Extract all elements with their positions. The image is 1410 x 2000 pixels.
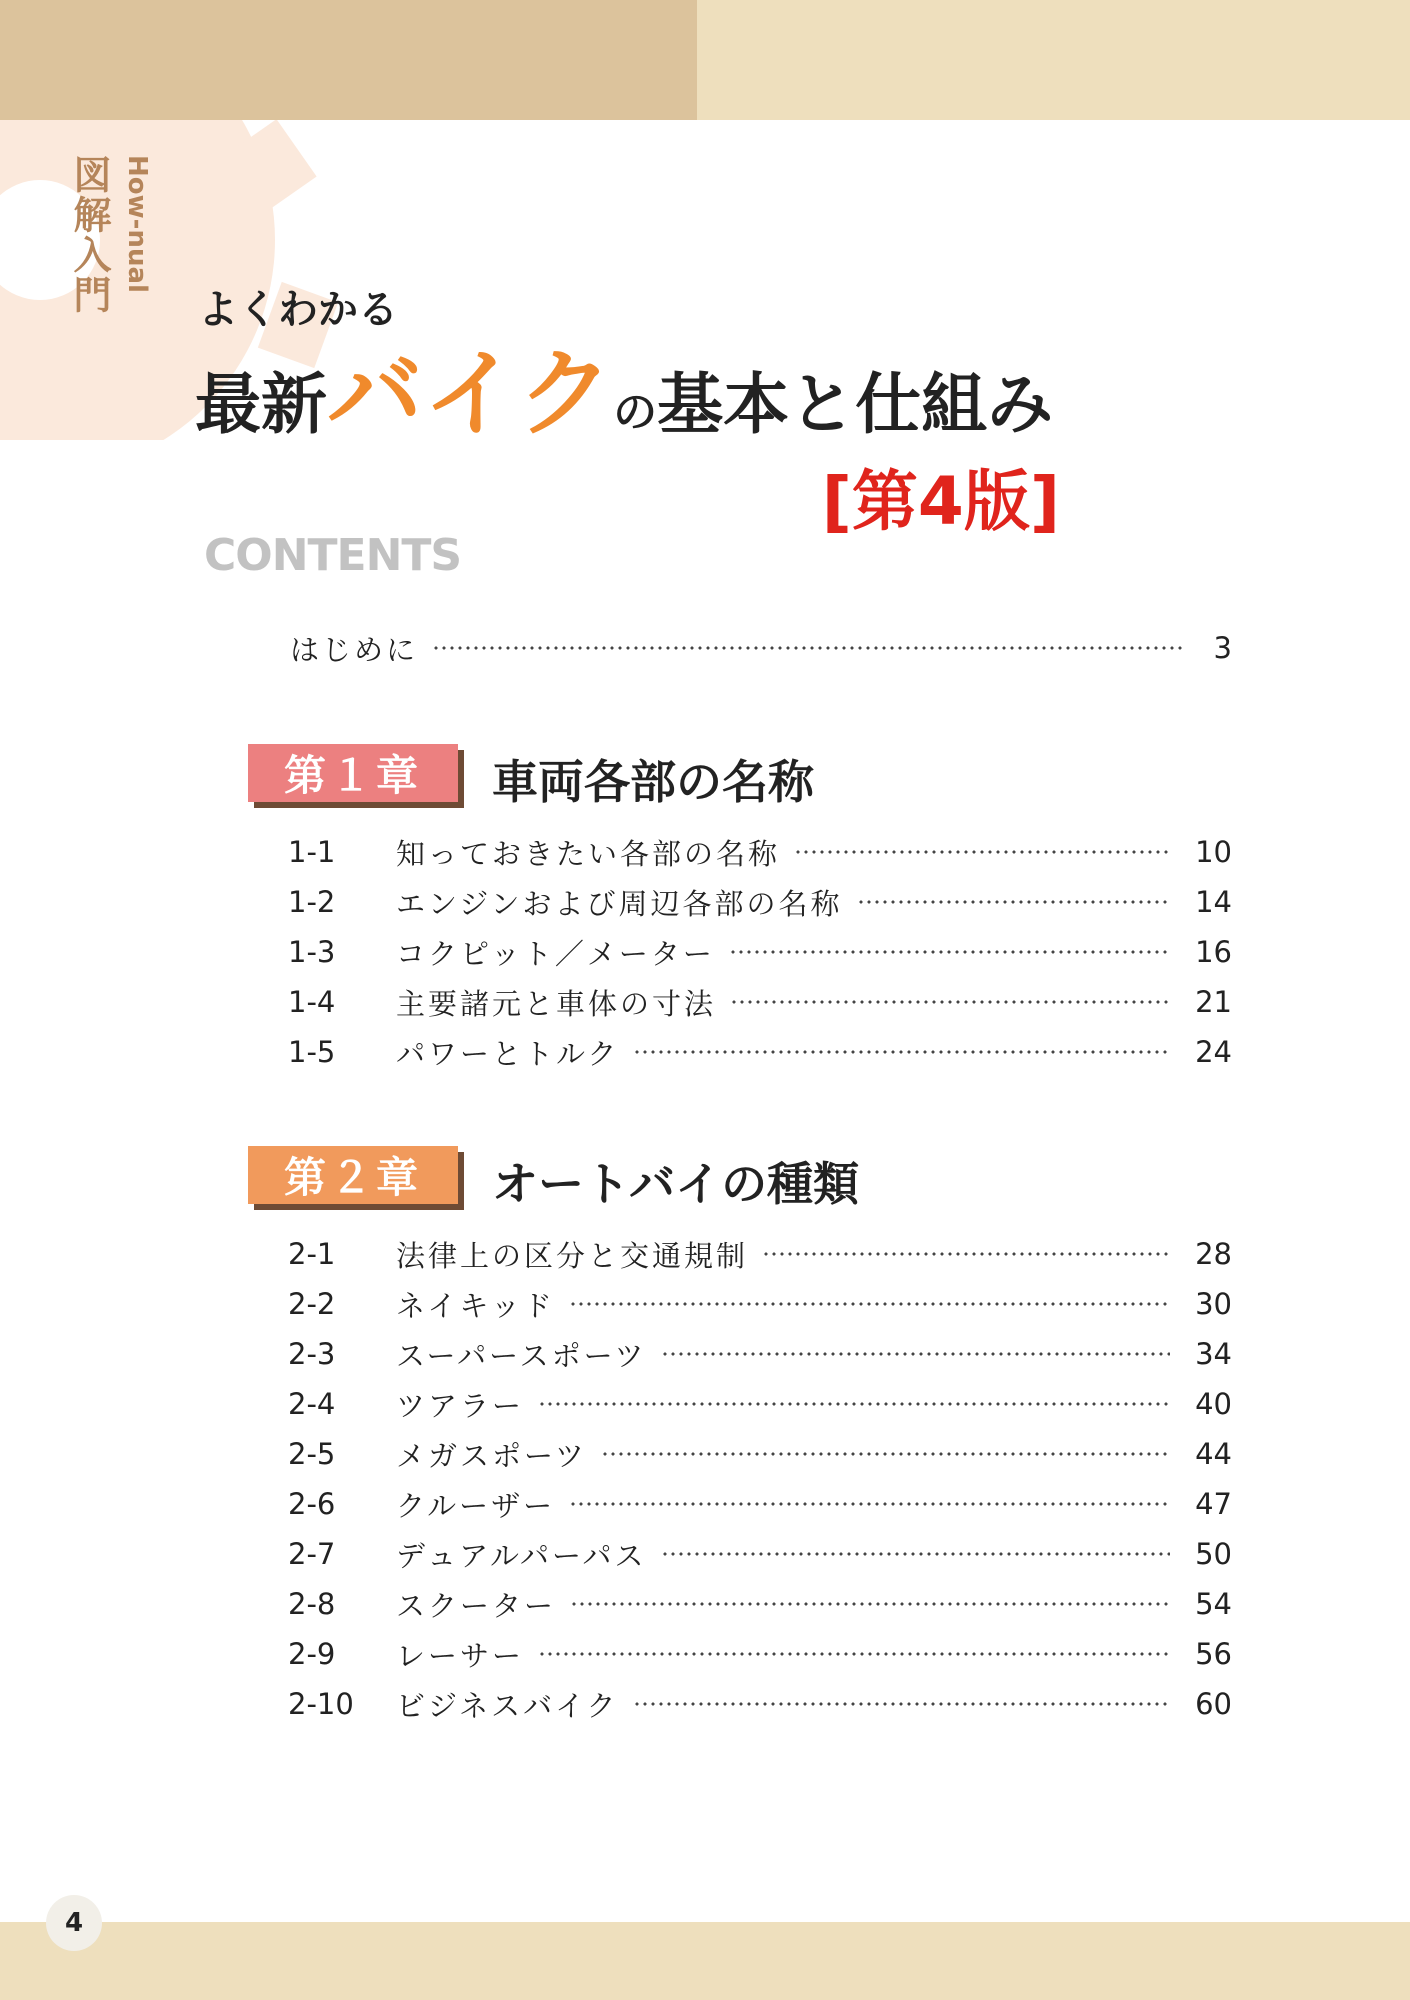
toc-page: 10 (1195, 835, 1232, 869)
page-number: 4 (46, 1895, 102, 1951)
toc-number: 2-5 (288, 1437, 336, 1471)
toc-label: メガスポーツ (396, 1438, 587, 1473)
leader-dots (633, 1702, 1170, 1706)
book-title (195, 318, 1053, 455)
leader-dots (633, 1050, 1170, 1054)
toc-page: 24 (1195, 1035, 1232, 1069)
toc-number: 2-4 (288, 1387, 336, 1421)
toc-row[interactable] (288, 1332, 1232, 1376)
chapter-badge-face: 第１章 (248, 744, 458, 802)
toc-label: ネイキッド (396, 1288, 555, 1323)
chapter-1-heading[interactable] (248, 744, 1148, 808)
toc-page: 60 (1195, 1687, 1232, 1721)
chapter-2-heading[interactable] (248, 1146, 1148, 1210)
leader-dots (601, 1452, 1170, 1456)
leader-dots (569, 1502, 1170, 1506)
toc-label: 法律上の区分と交通規制 (396, 1238, 749, 1273)
leader-dots (794, 850, 1170, 854)
top-band-light (697, 0, 1410, 120)
toc-page: 44 (1195, 1437, 1232, 1471)
toc-number: 1-4 (288, 985, 336, 1019)
toc-page: 16 (1195, 935, 1232, 969)
leader-dots (762, 1252, 1170, 1256)
toc-label: クルーザー (396, 1488, 556, 1523)
toc-label: エンジンおよび周辺各部の名称 (396, 886, 843, 921)
title-prefix: 最新 (195, 366, 327, 443)
toc-label: パワーとトルク (396, 1036, 620, 1071)
toc-row[interactable] (288, 1532, 1232, 1576)
toc-label: レーサー (396, 1638, 525, 1673)
toc-page: 40 (1195, 1387, 1232, 1421)
toc-page: 30 (1195, 1287, 1232, 1321)
toc-page: 21 (1195, 985, 1232, 1019)
leader-dots (730, 1000, 1170, 1004)
toc-row-preface[interactable] (290, 626, 1232, 670)
title-suffix: 基本と仕組み (657, 366, 1054, 443)
toc-label: ビジネスバイク (396, 1688, 619, 1723)
toc-number: 1-1 (288, 835, 336, 869)
series-brand: How-nual (122, 155, 152, 293)
toc-number: 2-8 (288, 1587, 336, 1621)
toc-row[interactable] (288, 1632, 1232, 1676)
toc-page: 54 (1195, 1587, 1232, 1621)
toc-row[interactable] (288, 880, 1232, 924)
toc-row[interactable] (288, 1282, 1232, 1326)
toc-number: 1-2 (288, 885, 336, 919)
leader-dots (538, 1652, 1170, 1656)
title-particle: の (613, 387, 658, 438)
chapter-badge (248, 1146, 458, 1204)
toc-number: 1-3 (288, 935, 336, 969)
toc-label: 知っておきたい各部の名称 (396, 836, 781, 871)
toc-number: 2-3 (288, 1337, 336, 1371)
toc-number: 2-10 (288, 1687, 354, 1721)
leader-dots (661, 1352, 1171, 1356)
toc-row[interactable] (288, 1232, 1232, 1276)
toc-label: ツアラー (396, 1388, 525, 1423)
leader-dots (538, 1402, 1170, 1406)
toc-label: 主要諸元と車体の寸法 (396, 986, 717, 1021)
toc-page: 47 (1195, 1487, 1232, 1521)
chapter-badge-face: 第２章 (248, 1146, 458, 1204)
toc-label: デュアルパーパス (396, 1538, 647, 1573)
toc-row[interactable] (288, 1582, 1232, 1626)
leader-dots (569, 1302, 1170, 1306)
bottom-band (0, 1922, 1410, 2000)
toc-number: 2-9 (288, 1637, 336, 1671)
toc-page: 14 (1195, 885, 1232, 919)
top-band-dark (0, 0, 697, 120)
toc-row[interactable] (288, 1030, 1232, 1074)
toc-row[interactable] (288, 1432, 1232, 1476)
toc-label: コクピット／メーター (396, 936, 715, 971)
toc-number: 2-2 (288, 1287, 336, 1321)
toc-page: 56 (1195, 1637, 1232, 1671)
contents-heading: CONTENTS (204, 530, 462, 581)
edition-label: [第4版] (821, 463, 1060, 540)
toc-page: 50 (1195, 1537, 1232, 1571)
toc-number: 2-1 (288, 1237, 336, 1271)
toc-label: スクーター (396, 1588, 557, 1623)
toc-row[interactable] (288, 1382, 1232, 1426)
toc-row[interactable] (288, 980, 1232, 1024)
toc-row[interactable] (288, 830, 1232, 874)
chapter-title: 車両各部の名称 (492, 755, 814, 809)
title-subtitle: よくわかる (198, 287, 398, 333)
toc-number: 2-6 (288, 1487, 336, 1521)
toc-row[interactable] (288, 1682, 1232, 1726)
chapter-title: オートバイの種類 (492, 1157, 860, 1211)
toc-label: はじめに (290, 632, 419, 667)
toc-page: 28 (1195, 1237, 1232, 1271)
toc-number: 2-7 (288, 1537, 336, 1571)
leader-dots (432, 646, 1186, 650)
chapter-badge (248, 744, 458, 802)
leader-dots (661, 1552, 1171, 1556)
leader-dots (857, 900, 1170, 904)
toc-label: スーパースポーツ (396, 1338, 647, 1373)
toc-number: 1-5 (288, 1035, 336, 1069)
toc-page: 34 (1195, 1337, 1232, 1371)
toc-row[interactable] (288, 1482, 1232, 1526)
title-highlight: バイク (327, 338, 614, 450)
toc-page: 3 (1213, 631, 1232, 665)
toc-row[interactable] (288, 930, 1232, 974)
leader-dots (570, 1602, 1170, 1606)
series-label: 図解入門 (67, 155, 111, 315)
leader-dots (729, 950, 1170, 954)
